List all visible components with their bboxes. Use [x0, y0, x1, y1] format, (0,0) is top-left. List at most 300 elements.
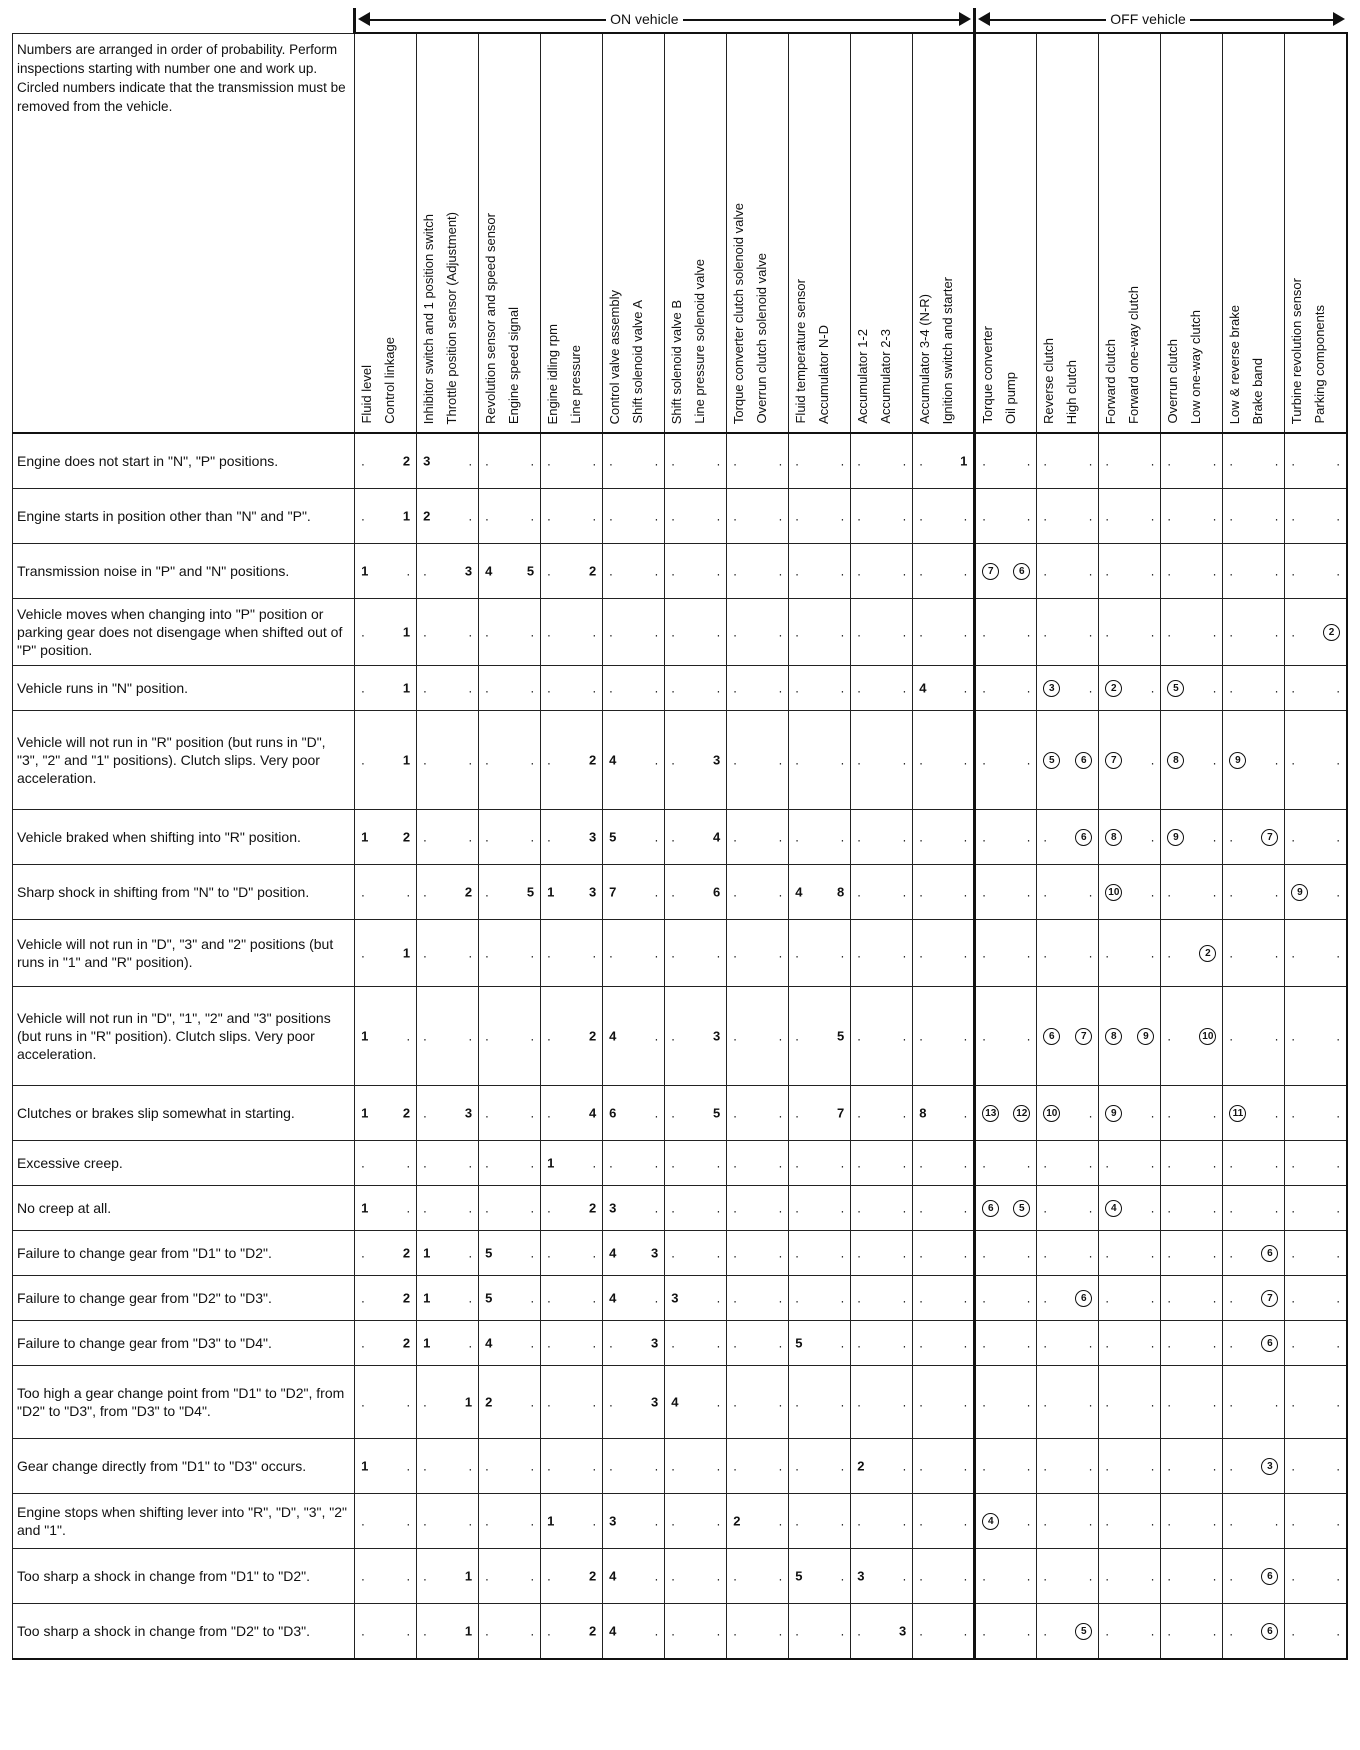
cell-value-left: . [485, 884, 489, 900]
column-label-b: Accumulator 2-3 [878, 329, 894, 424]
cell-value-right: . [963, 563, 968, 579]
chart-cell [541, 711, 603, 810]
circled-number: 6 [1043, 1028, 1060, 1045]
cell-value-right: . [468, 752, 473, 768]
cell-value-right: . [716, 1200, 721, 1216]
cell-value-left: . [485, 752, 489, 768]
cell-value-right: . [716, 1245, 721, 1261]
cell-value-left: . [982, 508, 986, 524]
chart-cell [1223, 920, 1285, 987]
cell-value-left: . [1043, 1458, 1047, 1474]
cell-value-left: . [671, 1335, 675, 1351]
cell-value-right: . [1150, 829, 1155, 845]
cell-value-left: . [1291, 1155, 1295, 1171]
symptom-row [13, 987, 1348, 1086]
column-label-b: Accumulator N-D [816, 325, 832, 424]
chart-cell [727, 865, 789, 920]
chart-cell [789, 1494, 851, 1549]
chart-cell [1099, 1276, 1161, 1321]
cell-value-right: . [530, 1290, 535, 1306]
cell-value-right: . [530, 1105, 535, 1121]
cell-value-left: . [1291, 1290, 1295, 1306]
cell-value-right: . [716, 1513, 721, 1529]
cell-value-left: . [1167, 945, 1171, 961]
chart-cell [1285, 865, 1347, 920]
cell-value-left: . [1291, 1245, 1295, 1261]
cell-value-right: . [963, 1200, 968, 1216]
cell-value-left: . [671, 1028, 675, 1044]
cell-value-right: 2 [588, 1028, 597, 1044]
cell-value-right: . [468, 1245, 473, 1261]
cell-value-right: . [1150, 1105, 1155, 1121]
cell-value-left: . [1105, 945, 1109, 961]
cell-value-left: . [1043, 1513, 1047, 1529]
cell-value-left: . [361, 945, 365, 961]
chart-cell [603, 599, 665, 666]
chart-cell [727, 1231, 789, 1276]
cell-value-right: . [716, 1458, 721, 1474]
cell-value-left: . [423, 563, 427, 579]
chart-cell [541, 865, 603, 920]
chart-cell [789, 599, 851, 666]
cell-value-left: . [423, 945, 427, 961]
cell-value-left: . [1043, 1623, 1047, 1639]
chart-cell [1161, 489, 1223, 544]
cell-value-left: . [1229, 680, 1233, 696]
cell-value-left: . [795, 1105, 799, 1121]
chart-cell [913, 711, 975, 810]
chart-cell [975, 666, 1037, 711]
cell-value-right: 2 [402, 829, 411, 845]
cell-value-left: . [1105, 1290, 1109, 1306]
chart-cell [1161, 1231, 1223, 1276]
chart-cell [541, 1141, 603, 1186]
cell-value-right: 2 [588, 1568, 597, 1584]
chart-cell [789, 865, 851, 920]
symptom-text: Engine starts in position other than "N" and "P". [13, 489, 355, 544]
cell-value-left: . [1043, 945, 1047, 961]
cell-value-right: . [468, 1513, 473, 1529]
cell-value-right: . [1336, 1623, 1340, 1639]
cell-value-right: . [1088, 1245, 1093, 1261]
cell-value-left: . [361, 680, 365, 696]
column-label-a: Forward clutch [1103, 338, 1119, 424]
cell-value-left: . [1291, 829, 1295, 845]
chart-cell [1037, 1321, 1099, 1366]
chart-cell [727, 1549, 789, 1604]
chart-cell [1285, 544, 1347, 599]
chart-cell [541, 433, 603, 489]
cell-value-left: . [857, 680, 861, 696]
cell-value-right: . [716, 1335, 721, 1351]
cell-value-right: . [1336, 1245, 1340, 1261]
cell-value-right: . [902, 1105, 907, 1121]
chart-cell [603, 433, 665, 489]
cell-value-right: . [902, 1568, 907, 1584]
cell-value-right: . [1026, 1513, 1031, 1529]
cell-value-right: . [468, 1200, 473, 1216]
symptom-text: Vehicle will not run in "D", "3" and "2" positions (but runs in "1" and "R" position). [13, 920, 355, 987]
chart-cell [1037, 1186, 1099, 1231]
cell-value-left: . [1291, 1623, 1295, 1639]
chart-cell [975, 1366, 1037, 1439]
chart-cell [1223, 711, 1285, 810]
cell-value-right: . [1150, 1568, 1155, 1584]
cell-value-left: 4 [609, 1290, 617, 1306]
cell-value-left: 1 [547, 884, 555, 900]
cell-value-right [1075, 1289, 1092, 1307]
cell-value-left: . [547, 1028, 551, 1044]
chart-cell [1285, 1086, 1347, 1141]
cell-value-right: . [778, 1623, 783, 1639]
cell-value-left: . [671, 1245, 675, 1261]
cell-value-right: 5 [526, 563, 535, 579]
chart-cell [1223, 544, 1285, 599]
chart-cell [479, 544, 541, 599]
chart-cell [1037, 489, 1099, 544]
cell-value-left: . [857, 752, 861, 768]
cell-value-right: . [1212, 563, 1217, 579]
symptom-text: Gear change directly from "D1" to "D3" occurs. [13, 1439, 355, 1494]
cell-value-right: . [778, 884, 783, 900]
cell-value-right: . [654, 508, 659, 524]
cell-value-right [1261, 1622, 1278, 1640]
cell-value-right: 3 [588, 829, 597, 845]
cell-value-left: . [1167, 1458, 1171, 1474]
cell-value-right: 8 [837, 884, 845, 900]
cell-value-right: . [1026, 1458, 1031, 1474]
cell-value-right: . [1212, 1458, 1217, 1474]
chart-cell [975, 987, 1037, 1086]
chart-cell [541, 1439, 603, 1494]
cell-value-left: 5 [485, 1245, 493, 1261]
column-label-a: Overrun clutch [1165, 339, 1181, 424]
symptom-row [13, 1141, 1348, 1186]
cell-value-right: . [530, 508, 535, 524]
column-label-a: Turbine revolution sensor [1289, 277, 1305, 424]
cell-value-right: 5 [712, 1105, 721, 1121]
chart-cell [1223, 987, 1285, 1086]
cell-value-right: . [1212, 829, 1217, 845]
cell-value-right: . [902, 453, 907, 469]
column-header-14 [1161, 33, 1223, 433]
cell-value-right: . [468, 624, 473, 640]
chart-cell [851, 1141, 913, 1186]
cell-value-right [1199, 944, 1216, 962]
chart-cell [789, 920, 851, 987]
cell-value-right: 1 [960, 453, 968, 469]
circled-number: 9 [1105, 1105, 1122, 1122]
cell-value-right: . [1150, 1394, 1155, 1410]
cell-value-left: . [795, 680, 799, 696]
cell-value-left: . [671, 508, 675, 524]
cell-value-left: . [485, 829, 489, 845]
chart-cell [1285, 711, 1347, 810]
cell-value-left: . [547, 945, 551, 961]
column-header-9 [851, 33, 913, 433]
cell-value-left [1105, 883, 1122, 901]
chart-cell [355, 1549, 417, 1604]
symptom-text: Failure to change gear from "D1" to "D2". [13, 1231, 355, 1276]
chart-cell [603, 1231, 665, 1276]
cell-value-left: . [919, 1458, 923, 1474]
cell-value-right: . [1336, 1105, 1340, 1121]
cell-value-right: . [902, 1394, 907, 1410]
cell-value-right: . [530, 1623, 535, 1639]
chart-cell [851, 1549, 913, 1604]
cell-value-right: . [592, 1155, 597, 1171]
cell-value-left: . [857, 1028, 861, 1044]
cell-value-right: . [1274, 624, 1279, 640]
cell-value-left: . [982, 1290, 986, 1306]
cell-value-right: . [654, 1623, 659, 1639]
chart-cell [665, 1186, 727, 1231]
column-header-3 [479, 33, 541, 433]
cell-value-left: . [609, 624, 613, 640]
cell-value-right: . [1336, 563, 1340, 579]
column-header-8 [789, 33, 851, 433]
cell-value-left: . [795, 453, 799, 469]
cell-value-right: . [716, 508, 721, 524]
cell-value-right: 5 [526, 884, 535, 900]
cell-value-left: . [485, 508, 489, 524]
chart-cell [665, 987, 727, 1086]
cell-value-right: . [778, 453, 783, 469]
chart-cell [1037, 599, 1099, 666]
cell-value-left: . [857, 884, 861, 900]
off-vehicle-label: OFF vehicle [1106, 11, 1189, 27]
chart-cell [789, 433, 851, 489]
cell-value-left: . [919, 829, 923, 845]
cell-value-left: . [919, 752, 923, 768]
cell-value-left: . [857, 1335, 861, 1351]
cell-value-left: . [982, 1568, 986, 1584]
cell-value-left: 2 [485, 1394, 493, 1410]
chart-cell [1161, 666, 1223, 711]
cell-value-left: . [1291, 1513, 1295, 1529]
chart-cell [603, 1276, 665, 1321]
cell-value-left: . [1291, 1200, 1295, 1216]
cell-value-left: . [919, 884, 923, 900]
cell-value-left: . [733, 624, 737, 640]
cell-value-left: . [857, 624, 861, 640]
cell-value-right: . [778, 1513, 783, 1529]
cell-value-left: . [733, 945, 737, 961]
chart-cell [1099, 666, 1161, 711]
cell-value-right: 4 [712, 829, 721, 845]
column-label-b: Oil pump [1003, 371, 1019, 424]
chart-cell [1223, 810, 1285, 865]
cell-value-left: . [485, 1028, 489, 1044]
chart-cell [1285, 1604, 1347, 1660]
cell-value-left: . [982, 1394, 986, 1410]
cell-value-left: . [982, 1458, 986, 1474]
cell-value-left: . [1167, 1623, 1171, 1639]
chart-cell [975, 711, 1037, 810]
symptom-row [13, 1549, 1348, 1604]
cell-value-left: . [423, 1394, 427, 1410]
cell-value-left: . [1105, 1155, 1109, 1171]
cell-value-left: . [1167, 1200, 1171, 1216]
cell-value-right: . [716, 680, 721, 696]
cell-value-left: . [671, 884, 675, 900]
chart-cell [541, 666, 603, 711]
chart-cell [789, 1439, 851, 1494]
cell-value-right: . [1212, 1105, 1217, 1121]
cell-value-left: 1 [361, 829, 369, 845]
cell-value-left: . [1167, 1155, 1171, 1171]
chart-cell [789, 1231, 851, 1276]
cell-value-left: . [1229, 1623, 1233, 1639]
chart-cell [355, 1494, 417, 1549]
cell-value-right: . [1274, 1394, 1279, 1410]
cell-value-right: . [1150, 1200, 1155, 1216]
chart-cell [603, 1439, 665, 1494]
cell-value-left: . [857, 829, 861, 845]
chart-cell [975, 1276, 1037, 1321]
cell-value-left: . [1229, 1155, 1233, 1171]
cell-value-right: . [778, 1028, 783, 1044]
cell-value-right: . [1150, 508, 1155, 524]
cell-value-left: . [423, 1155, 427, 1171]
cell-value-left: . [1167, 1028, 1171, 1044]
cell-value-left: . [485, 624, 489, 640]
cell-value-right: 5 [837, 1028, 845, 1044]
chart-cell [727, 1321, 789, 1366]
cell-value-right: . [840, 1200, 845, 1216]
cell-value-left: . [795, 1155, 799, 1171]
cell-value-right: . [1026, 1568, 1031, 1584]
cell-value-left: 1 [361, 1458, 369, 1474]
chart-cell [603, 1494, 665, 1549]
cell-value-right [1013, 1199, 1030, 1217]
cell-value-left: . [1229, 1458, 1233, 1474]
cell-value-left: 3 [857, 1568, 865, 1584]
cell-value-right: . [1150, 884, 1155, 900]
cell-value-right: . [1336, 1568, 1340, 1584]
cell-value-right: 1 [402, 508, 411, 524]
chart-cell [665, 1141, 727, 1186]
chart-cell [479, 987, 541, 1086]
cell-value-left: . [857, 1394, 861, 1410]
symptom-text: Too high a gear change point from "D1" to "D2", from "D2" to "D3", from "D3" to "D4". [13, 1366, 355, 1439]
cell-value-right: . [1088, 1335, 1093, 1351]
chart-cell [417, 865, 479, 920]
cell-value-left: . [361, 1394, 365, 1410]
cell-value-left: . [1229, 508, 1233, 524]
cell-value-right: . [406, 1028, 411, 1044]
chart-cell [1099, 711, 1161, 810]
cell-value-left: . [609, 680, 613, 696]
cell-value-right [1261, 1334, 1278, 1352]
cell-value-left: . [1043, 1568, 1047, 1584]
chart-cell [665, 1321, 727, 1366]
chart-cell [355, 987, 417, 1086]
cell-value-right: . [902, 1335, 907, 1351]
chart-cell [1037, 711, 1099, 810]
cell-value-right: . [902, 680, 907, 696]
symptom-text: Engine does not start in "N", "P" positions. [13, 433, 355, 489]
chart-cell [1099, 1604, 1161, 1660]
chart-cell [355, 599, 417, 666]
chart-cell [417, 599, 479, 666]
chart-cell [913, 666, 975, 711]
circled-number: 8 [1105, 1028, 1122, 1045]
circled-number: 6 [1075, 752, 1092, 769]
chart-cell [789, 1604, 851, 1660]
cell-value-left: . [919, 1028, 923, 1044]
cell-value-left: . [982, 680, 986, 696]
chart-cell [727, 1141, 789, 1186]
circled-number: 10 [1105, 884, 1122, 901]
cell-value-left: . [1291, 752, 1295, 768]
cell-value-right: . [530, 945, 535, 961]
chart-cell [1099, 810, 1161, 865]
chart-cell [727, 599, 789, 666]
chart-cell [479, 1231, 541, 1276]
cell-value-right: . [654, 829, 659, 845]
cell-value-right: 2 [588, 563, 597, 579]
cell-value-right [1261, 1244, 1278, 1262]
chart-cell [1161, 1141, 1223, 1186]
column-label-a: Inhibitor switch and 1 position switch [421, 213, 437, 424]
cell-value-right: 1 [402, 680, 411, 696]
cell-value-left: . [423, 829, 427, 845]
chart-cell [417, 433, 479, 489]
cell-value-left: . [423, 1200, 427, 1216]
chart-cell [665, 1231, 727, 1276]
chart-cell [913, 1604, 975, 1660]
cell-value-right: . [1088, 680, 1093, 696]
chart-cell [417, 489, 479, 544]
cell-value-right: . [468, 1335, 473, 1351]
circled-number: 5 [1167, 680, 1184, 697]
cell-value-left: . [733, 1245, 737, 1261]
cell-value-left: . [733, 1028, 737, 1044]
cell-value-right: . [654, 453, 659, 469]
column-label-a: Reverse clutch [1041, 338, 1057, 424]
cell-value-left: . [547, 1458, 551, 1474]
cell-value-left: 3 [609, 1513, 617, 1529]
cell-value-left: 1 [361, 1028, 369, 1044]
instructions-note: Numbers are arranged in order of probability. Perform inspections starting with number one and work up. Circled numbers indicate that the transmission must be removed from the vehicle. [13, 33, 355, 433]
chart-cell [1161, 987, 1223, 1086]
cell-value-left: . [982, 945, 986, 961]
chart-cell [541, 544, 603, 599]
cell-value-right: . [840, 1290, 845, 1306]
cell-value-right: . [1088, 1105, 1093, 1121]
cell-value-right: . [1274, 1513, 1279, 1529]
cell-value-right: . [963, 1245, 968, 1261]
column-label-b: Control linkage [382, 337, 398, 424]
chart-cell [355, 1186, 417, 1231]
cell-value-right: . [406, 1200, 411, 1216]
cell-value-right: . [530, 1513, 535, 1529]
circled-number: 8 [1167, 752, 1184, 769]
chart-cell [1037, 1366, 1099, 1439]
chart-cell [1285, 489, 1347, 544]
chart-cell [975, 1086, 1037, 1141]
column-header-4 [541, 33, 603, 433]
cell-value-right: 3 [464, 563, 473, 579]
cell-value-right: . [1274, 1155, 1279, 1171]
cell-value-right: . [1026, 453, 1031, 469]
cell-value-left [1105, 828, 1122, 846]
cell-value-left: . [1167, 624, 1171, 640]
chart-cell [913, 1439, 975, 1494]
cell-value-right: . [1336, 945, 1340, 961]
chart-cell [727, 1086, 789, 1141]
